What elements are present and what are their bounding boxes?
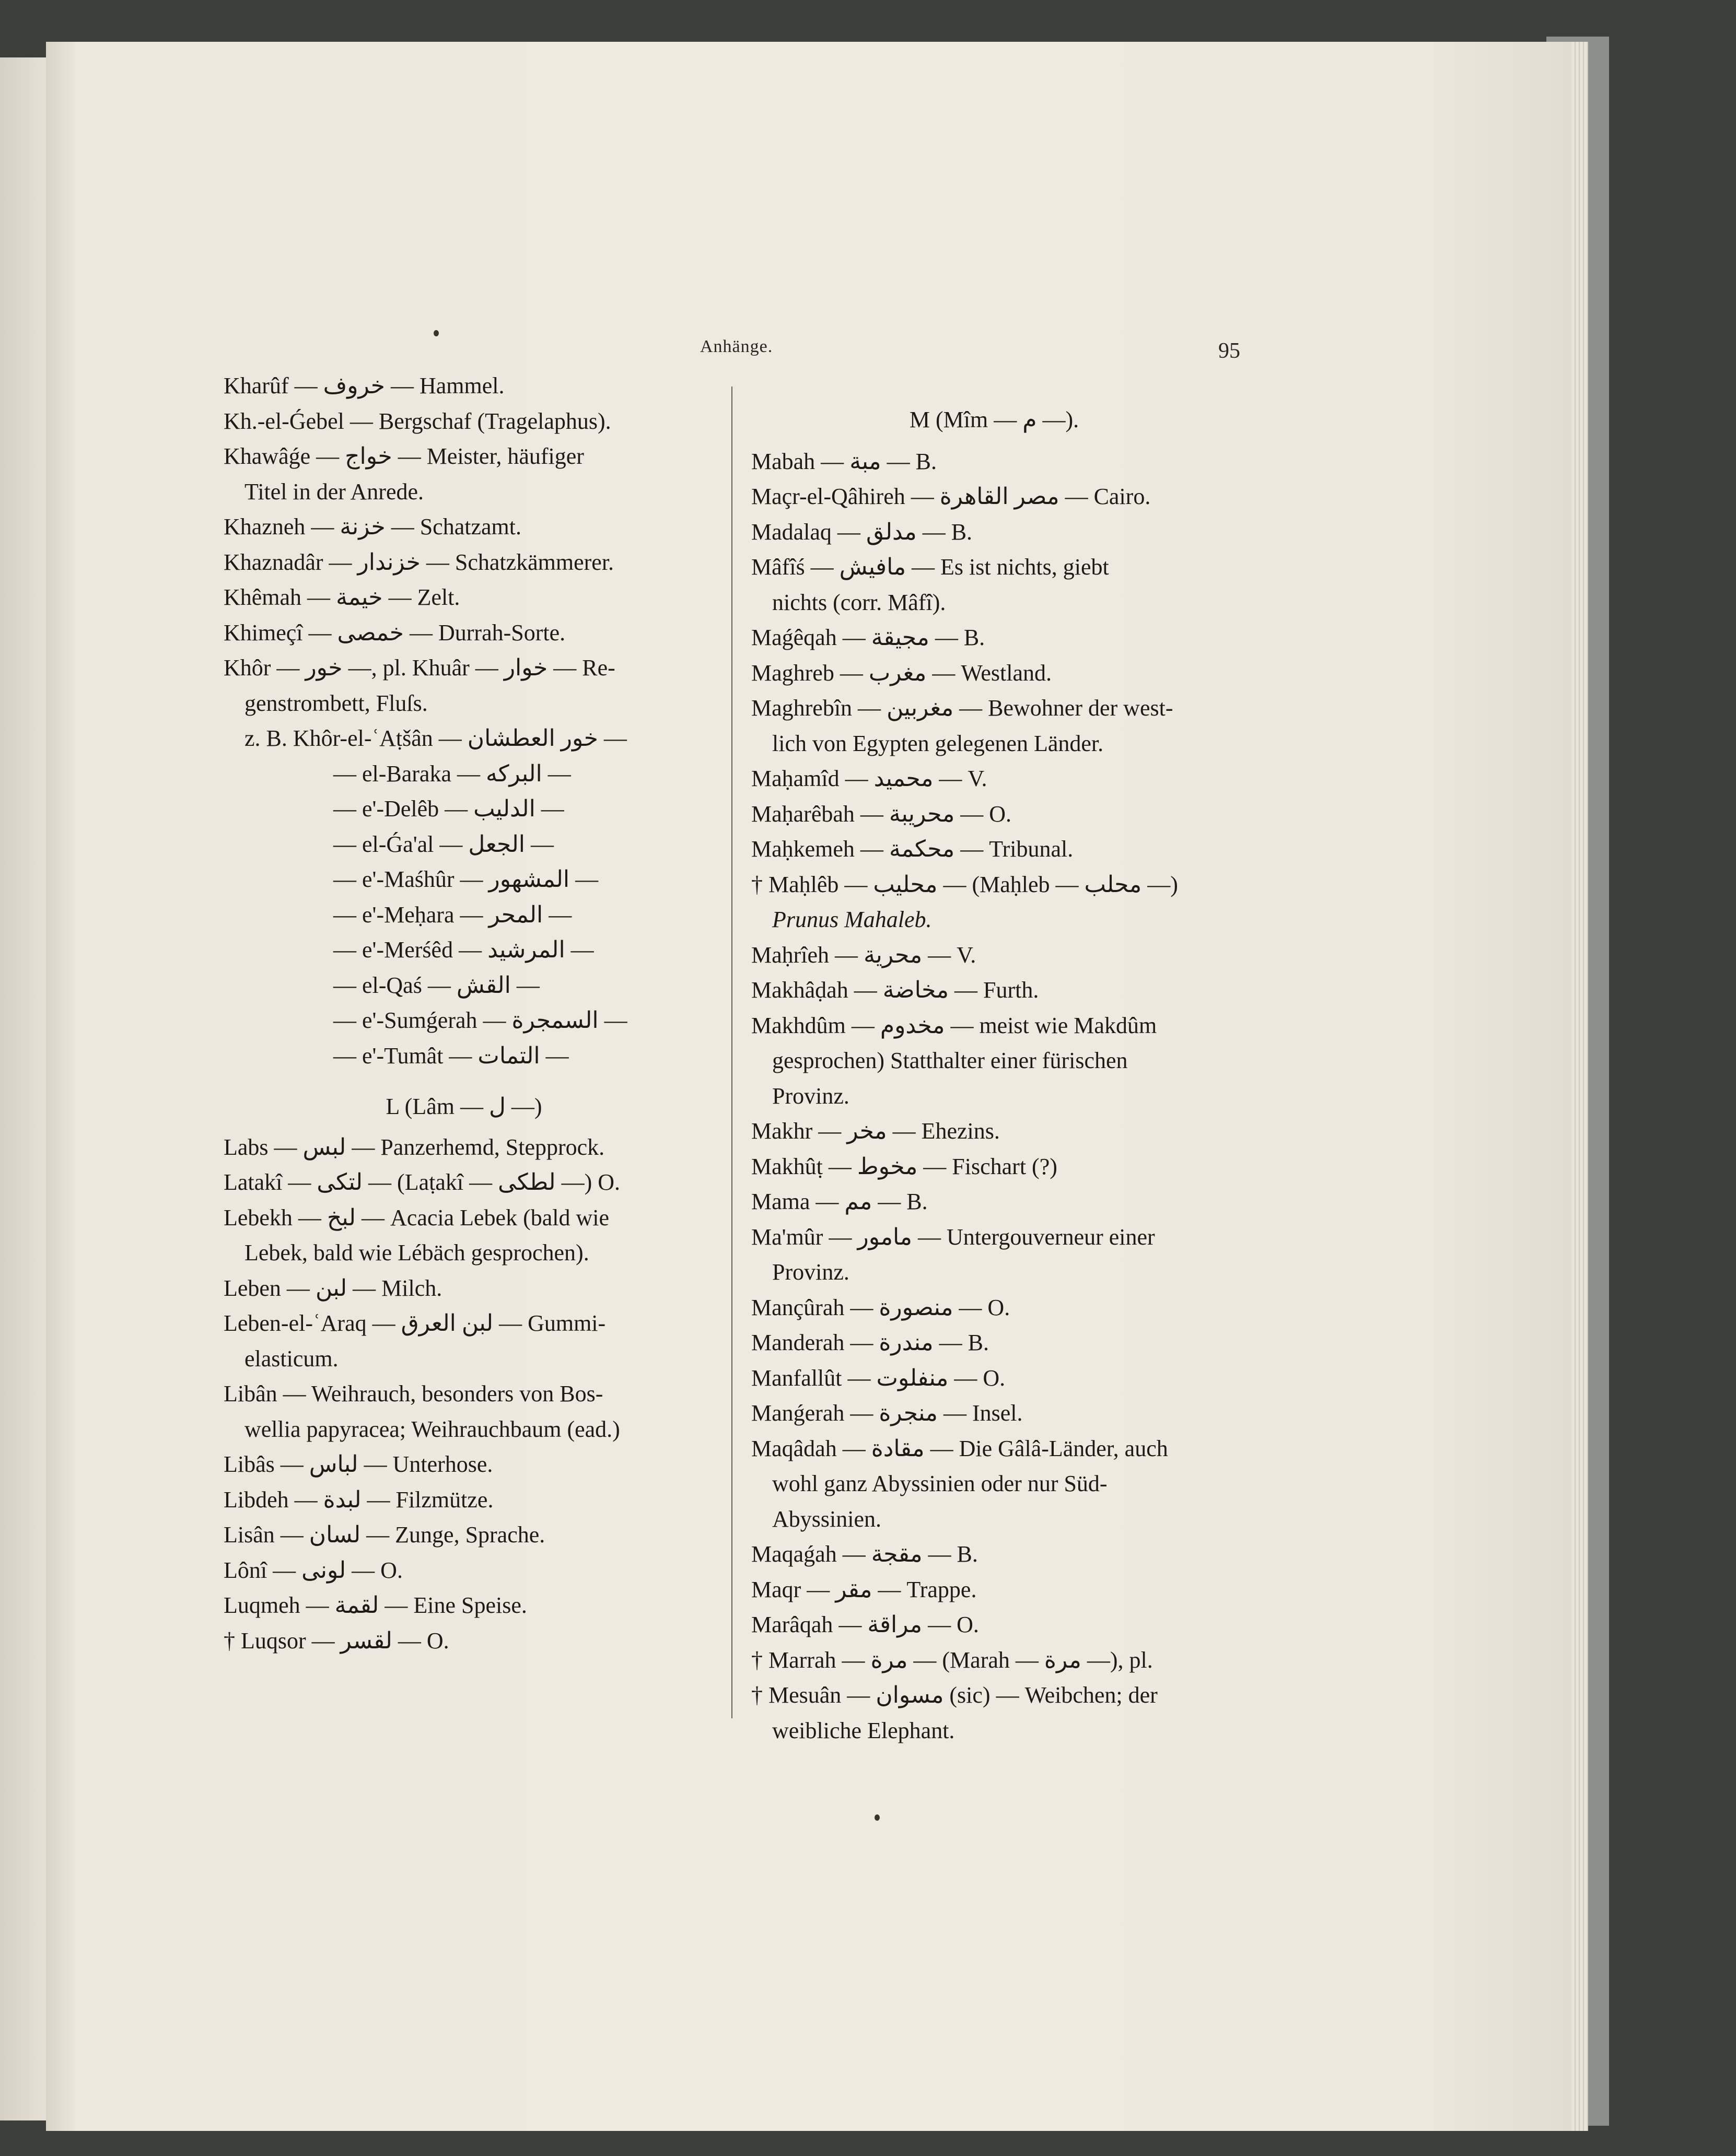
dictionary-entry: † Marrah — مرة — (Marah — مرة —), pl. — [751, 1647, 1153, 1673]
left-column — [224, 368, 704, 1658]
sub-entry: — e'-Maśhûr — المشهور — — [333, 866, 599, 892]
column-divider — [731, 386, 732, 1718]
dictionary-entry: Libân — Weihrauch, besonders von Bos- — [224, 1381, 603, 1407]
ink-speck — [875, 1814, 880, 1821]
sub-entry: — e'-Sumǵerah — السمجرة — — [333, 1007, 627, 1033]
dictionary-entry: Lisân — لسان — Zunge, Sprache. — [224, 1522, 545, 1548]
dictionary-entry: Ma'mûr — مامور — Untergouverneur einer — [751, 1224, 1155, 1250]
dictionary-entry: Manǵerah — منجرة — Insel. — [751, 1400, 1023, 1426]
dictionary-entry: Lebekh — لبخ — Acacia Lebek (bald wie — [224, 1204, 610, 1231]
dictionary-entry: Khawâǵe — خواج — Meister, häufiger — [224, 443, 584, 469]
dictionary-entry: Maqaǵah — مقجة — B. — [751, 1541, 978, 1567]
section-header-lam: L (Lâm — ل —) — [386, 1094, 542, 1119]
entry-continuation: wohl ganz Abyssinien oder nur Süd- — [772, 1471, 1108, 1496]
dictionary-entry: Labs — لبس — Panzerhemd, Stepprock. — [224, 1134, 605, 1160]
dictionary-entry: Maghrebîn — مغربين — Bewohner der west- — [751, 695, 1173, 721]
dictionary-entry: Khôr — خور —, pl. Khuâr — خوار — Re- — [224, 655, 615, 681]
entry-continuation: wellia papyracea; Weihrauchbaum (ead.) — [244, 1416, 620, 1442]
sub-entry: — el-Baraka — البركه — — [333, 760, 571, 787]
dictionary-entry: z. B. Khôr-el-ʿAṭšân — خور العطشان — — [244, 725, 627, 751]
dictionary-entry: Maqr — مقر — Trappe. — [751, 1576, 977, 1602]
sub-entry: — el-Ǵa'al — الجعل — — [333, 831, 554, 857]
sub-entry: — e'-Merśêd — المرشيد — — [333, 937, 594, 963]
sub-entry: — e'-Tumât — التمات — — [333, 1042, 569, 1069]
dictionary-entry: Manderah — مندرة — B. — [751, 1330, 989, 1355]
entry-continuation: Titel in der Anrede. — [244, 478, 424, 505]
dictionary-entry: Mama — مم — B. — [751, 1189, 928, 1214]
dictionary-entry: Maḥarêbah — محريبة — O. — [751, 801, 1012, 827]
sub-entry: — e'-Delêb — الدليب — — [333, 796, 564, 822]
entry-continuation: lich von Egypten gelegenen Länder. — [772, 730, 1104, 756]
entry-continuation: weibliche Elephant. — [772, 1717, 955, 1743]
dictionary-entry: Leben-el-ʿAraq — لبن العرق — Gummi- — [224, 1310, 606, 1336]
dictionary-entry: Leben — لبن — Milch. — [224, 1275, 442, 1301]
facing-page-edge — [0, 57, 47, 2120]
dictionary-entry: Maçr-el-Qâhireh — مصر القاهرة — Cairo. — [751, 484, 1151, 509]
dictionary-entry: Khazneh — خزنة — Schatzamt. — [224, 514, 521, 540]
dictionary-entry: Makhâḍah — مخاضة — Furth. — [751, 977, 1039, 1003]
dictionary-entry: † Mesuân — مسوان (sic) — Weibchen; der — [751, 1682, 1158, 1708]
entry-continuation: Provinz. — [772, 1259, 849, 1285]
right-column — [751, 407, 1237, 1748]
entry-continuation: gesprochen) Statthalter einer fürischen — [772, 1048, 1128, 1073]
entry-continuation: elasticum. — [244, 1345, 339, 1372]
dictionary-entry: Kh.-el-Ǵebel — Bergschaf (Tragelaphus). — [224, 408, 611, 434]
dictionary-entry: † Luqsor — لقسر — O. — [224, 1627, 449, 1654]
dictionary-entry: Khêmah — خيمة — Zelt. — [224, 584, 460, 610]
ink-speck — [434, 330, 439, 336]
dictionary-entry: Makhr — مخر — Ehezins. — [751, 1118, 1000, 1144]
dictionary-entry: Maǵêqah — مجيقة — B. — [751, 625, 985, 650]
sub-entry: — e'-Meḥara — المحر — — [333, 901, 572, 928]
dictionary-entry: Khaznadâr — خزندار — Schatzkämmerer. — [224, 549, 614, 575]
dictionary-entry: Manfallût — منفلوت — O. — [751, 1365, 1006, 1391]
dictionary-entry: † Maḥlêb — محليب — (Maḥleb — محلب —) — [751, 871, 1178, 897]
entry-continuation: Prunus Mahaleb. — [772, 907, 932, 932]
dictionary-entry: Luqmeh — لقمة — Eine Speise. — [224, 1592, 527, 1618]
dictionary-entry: Kharûf — خروف — Hammel. — [224, 373, 505, 399]
dictionary-entry: Khimeçî — خمصى — Durrah-Sorte. — [224, 619, 566, 646]
dictionary-entry: Maḥrîeh — محرية — V. — [751, 942, 976, 968]
dictionary-entry: Maḥamîd — محميد — V. — [751, 766, 987, 791]
section-header-mim: M (Mîm — م —). — [909, 407, 1079, 432]
dictionary-entry: Mâfîś — مافيش — Es ist nichts, giebt — [751, 554, 1109, 580]
entry-continuation: Abyssinien. — [772, 1506, 881, 1532]
entry-continuation: Lebek, bald wie Lébäch gesprochen). — [244, 1240, 589, 1266]
dictionary-entry: Madalaq — مدلق — B. — [751, 519, 973, 545]
dictionary-entry: Maḥkemeh — محكمة — Tribunal. — [751, 836, 1074, 862]
entry-continuation: genstrombett, Fluſs. — [244, 690, 428, 716]
dictionary-entry: Libâs — لباس — Unterhose. — [224, 1451, 493, 1477]
dictionary-entry: Maqâdah — مقادة — Die Gâlâ-Länder, auch — [751, 1435, 1168, 1461]
dictionary-entry: Makhûṭ — مخوط — Fischart (?) — [751, 1153, 1057, 1179]
running-head: Anhänge. — [700, 337, 773, 356]
dictionary-entry: Mabah — مبة — B. — [751, 448, 937, 474]
page-number: 95 — [1218, 339, 1240, 363]
entry-continuation: nichts (corr. Mâfî). — [772, 589, 946, 615]
dictionary-entry: Marâqah — مراقة — O. — [751, 1612, 979, 1637]
dictionary-entry: Lônî — لونى — O. — [224, 1557, 403, 1583]
dictionary-entry: Libdeh — لبدة — Filzmütze. — [224, 1486, 494, 1513]
dictionary-entry: Makhdûm — مخدوم — meist wie Makdûm — [751, 1012, 1157, 1038]
dictionary-entry: Latakî — لتكى — (Laṭakî — لطكى —) O. — [224, 1169, 621, 1195]
dictionary-entry: Mançûrah — منصورة — O. — [751, 1294, 1010, 1320]
entry-continuation: Provinz. — [772, 1083, 849, 1109]
dictionary-entry: Maghreb — مغرب — Westland. — [751, 660, 1052, 686]
sub-entry: — el-Qaś — القش — — [333, 972, 540, 998]
